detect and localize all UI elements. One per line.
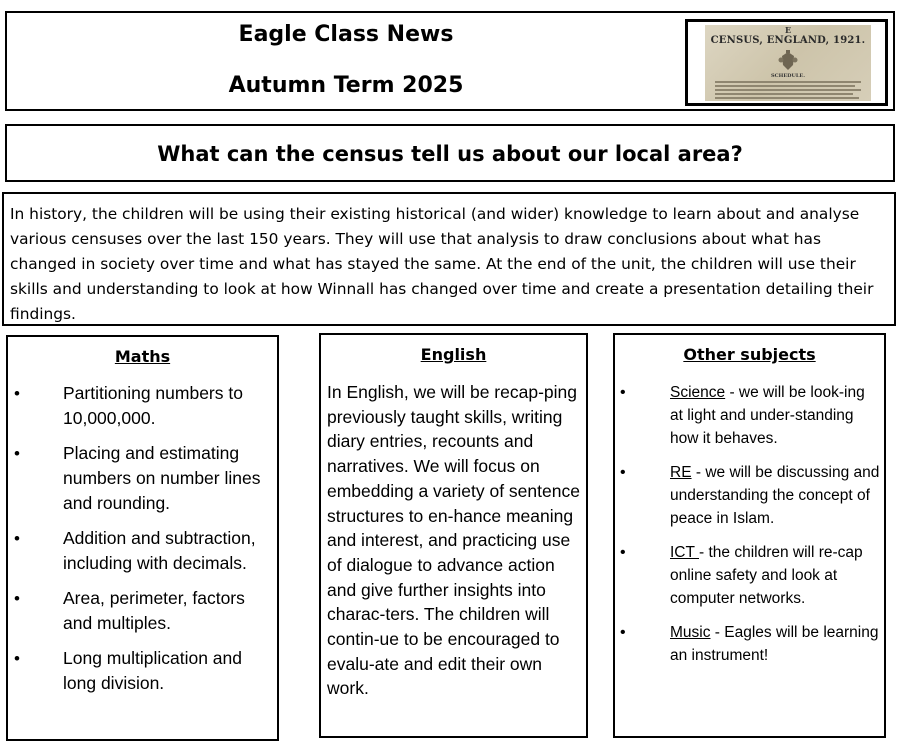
- list-item: [615, 621, 880, 667]
- history-intro-text: In history, the children will be using their existing historical (and wider) knowledge to learn about and analyse various censuses over the last 150 years. They will use that analysis to draw conclusions about what has changed in society over time and what has stayed the same. At the end of the unit, the children will use their skills and understanding to look at how Winnall has changed over time and create a presentation detailing their findings.: [10, 205, 874, 323]
- question-box: [5, 124, 895, 182]
- subject-name: RE: [670, 464, 692, 481]
- list-item: • Area, perimeter, factors and multiples.: [8, 586, 273, 636]
- subject-name: Music: [670, 624, 711, 641]
- newsletter-title: Eagle Class News: [238, 22, 454, 47]
- intro-box: [2, 192, 896, 326]
- list-item: • Long multiplication and long division.: [8, 646, 273, 696]
- english-column: [319, 333, 588, 738]
- census-image-frame: [685, 19, 888, 106]
- other-subjects-title: Other subjects: [683, 345, 816, 364]
- census-schedule-label: SCHEDULE.: [771, 73, 805, 79]
- list-item: [615, 461, 880, 530]
- list-item: [615, 541, 880, 610]
- subject-description: - we will be discussing and understanding the concept of peace in Islam.: [670, 464, 880, 527]
- other-subjects-list: [615, 381, 880, 678]
- unit-question: What can the census tell us about our local area?: [157, 142, 743, 166]
- royal-crest-icon: [778, 50, 798, 72]
- subject-name: ICT: [670, 544, 699, 561]
- subject-description: - we will be look-ing at light and under-standing how it behaves.: [670, 384, 865, 447]
- subject-description: - the children will re-cap online safety and look at computer networks.: [670, 544, 863, 607]
- subject-name: Science: [670, 384, 726, 401]
- census-document-image: [705, 25, 871, 101]
- term-title: Autumn Term 2025: [228, 73, 464, 98]
- maths-column: [6, 335, 279, 741]
- list-item: • Placing and estimating numbers on number lines and rounding.: [8, 441, 273, 516]
- census-fine-print: [715, 85, 855, 87]
- maths-title: Maths: [114, 347, 171, 366]
- census-letter: E: [784, 25, 792, 35]
- list-item: • Addition and subtraction, including with decimals.: [8, 526, 273, 576]
- other-subjects-column: [613, 333, 886, 738]
- census-fine-print: [715, 81, 861, 83]
- english-title: English: [420, 345, 487, 364]
- census-fine-print: [715, 89, 861, 91]
- subject-description: - Eagles will be learning an instrument!: [670, 624, 879, 664]
- maths-list: [8, 381, 273, 706]
- english-text: In English, we will be recap-ping previously taught skills, writing diary entries, recounts and narratives. We will focus on embedding a variety of sentence structures to en-hance meaning and interest, and practicing use of dialogue to advance action and give further insights into charac-ters. The children will contin-ue to be encouraged to evalu-ate and edit their own work.: [327, 382, 580, 699]
- list-item: [615, 381, 880, 450]
- census-heading: CENSUS, ENGLAND, 1921.: [710, 35, 866, 46]
- census-fine-print: [715, 93, 853, 95]
- list-item: • Partitioning numbers to 10,000,000.: [8, 381, 273, 431]
- census-fine-print: [715, 97, 859, 99]
